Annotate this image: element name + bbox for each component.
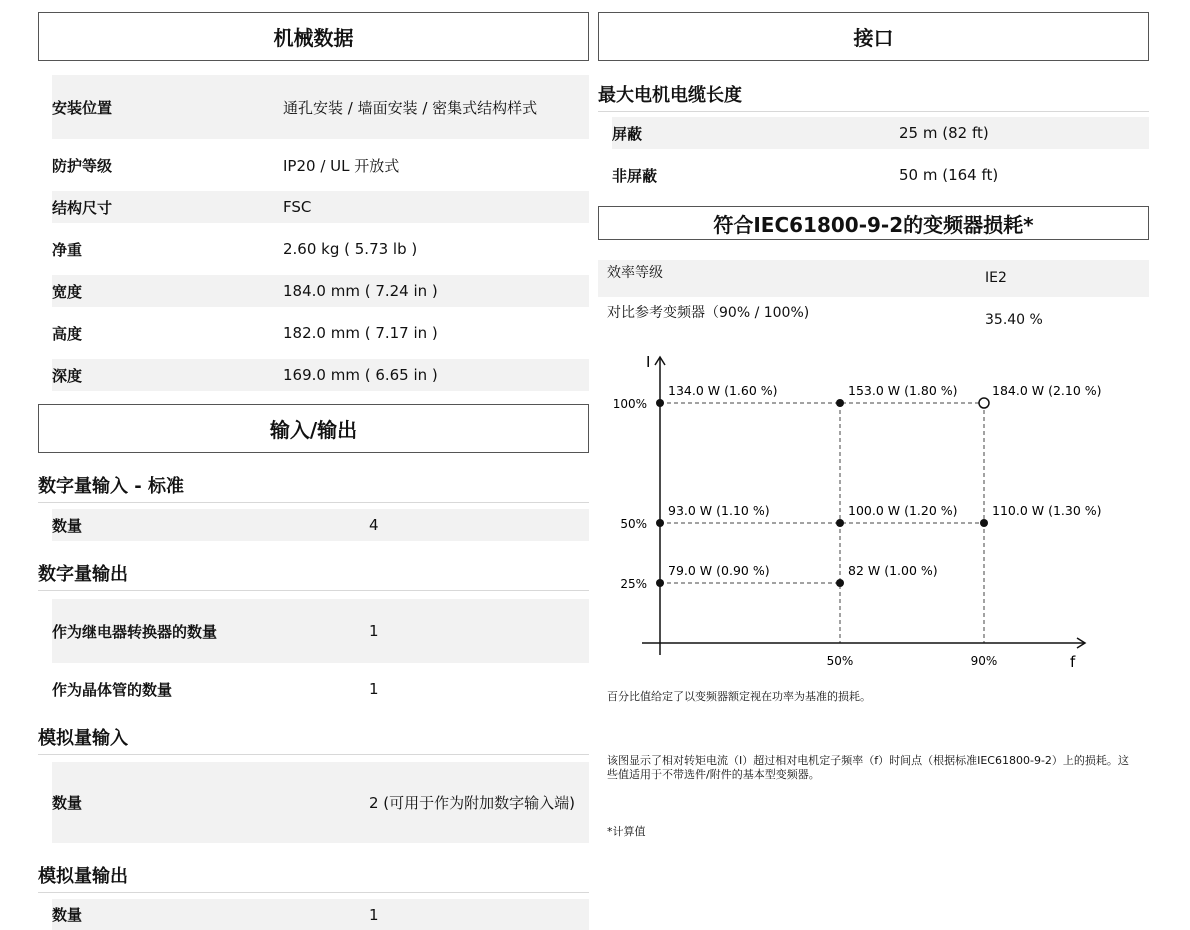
io-value: 1 [369,905,379,924]
data-point-label: 110.0 W (1.30 %) [992,503,1102,518]
losses-note-percent: 百分比值给定了以变频器额定视在功率为基准的损耗。 [607,690,871,703]
mech-label: 结构尺寸 [52,198,113,217]
data-point-label: 134.0 W (1.60 %) [668,383,778,398]
digital-input-section-title: 数字量输入 - 标准 [38,472,589,503]
cable-length-section-title: 最大电机电缆长度 [598,81,1149,112]
cable-shielded-row [612,117,1149,149]
cable-unshielded-row [612,159,1149,191]
analog-input-count-row [52,762,589,843]
io-value: 4 [369,516,379,534]
mech-row-frame-size [52,191,589,223]
losses-title: 符合IEC61800-9-2的变频器损耗* [713,212,1034,237]
mech-value: IP20 / UL 开放式 [283,156,400,175]
mech-row-width [52,275,589,307]
mechanical-data-title: 机械数据 [273,26,354,50]
io-label: 作为晶体管的数量 [52,680,173,699]
efficiency-class-row [598,260,1149,297]
losses-label: 对比参考变频器（90% / 100%) [607,305,810,321]
mech-value: 通孔安装 / 墙面安装 / 密集式结构样式 [283,98,538,117]
data-point-label: 100.0 W (1.20 %) [848,503,958,518]
mech-row-protection [52,145,589,185]
y-tick-label: 25% [620,577,647,591]
digital-output-relay-row [52,599,589,663]
mech-value: 169.0 mm ( 6.65 in ) [283,366,438,384]
losses-note-calculated: *计算值 [607,825,646,838]
io-label: 数量 [52,794,83,812]
io-title: 输入/输出 [269,418,358,442]
y-axis-label: I [646,353,651,371]
analog-output-section-title: 模拟量输出 [38,862,589,893]
mech-row-depth [52,359,589,391]
digital-output-transistor-row [52,673,589,705]
losses-label: 效率等级 [607,265,663,281]
cable-value: 25 m (82 ft) [899,124,989,142]
mech-label: 深度 [52,366,83,385]
losses-value: 35.40 % [985,312,1043,328]
digital-output-section-title: 数字量输出 [38,560,589,591]
loss-chart [598,345,1149,675]
mech-label: 高度 [52,324,83,343]
data-point [656,399,664,407]
mech-label: 防护等级 [52,156,113,175]
mech-value: 184.0 mm ( 7.24 in ) [283,282,438,300]
losses-header [598,206,1149,240]
data-point-label: 79.0 W (0.90 %) [668,563,770,578]
data-point-open [979,398,989,408]
cable-value: 50 m (164 ft) [899,166,999,184]
mech-label: 宽度 [52,282,83,301]
y-tick-label: 50% [620,517,647,531]
data-point [836,579,844,587]
io-label: 数量 [52,906,83,924]
data-point-label: 153.0 W (1.80 %) [848,383,958,398]
x-tick-label: 90% [970,654,998,668]
digital-input-count-row [52,509,589,541]
mech-row-net-weight [52,233,589,265]
io-label: 作为继电器转换器的数量 [52,622,218,641]
analog-input-section-title: 模拟量输入 [38,724,589,755]
x-tick-label: 50% [826,654,854,668]
mech-label: 净重 [52,240,83,259]
data-point [836,399,844,407]
data-point [980,519,988,527]
mech-label: 安装位置 [52,98,113,117]
x-axis-label: f [1070,653,1076,671]
mech-value: 182.0 mm ( 7.17 in ) [283,324,438,342]
analog-output-count-row [52,899,589,930]
interface-title: 接口 [853,26,894,50]
io-value: 1 [369,622,379,640]
y-tick-label: 100% [612,397,647,411]
mech-row-height [52,317,589,349]
data-point-label: 93.0 W (1.10 %) [668,503,770,518]
cable-label: 屏蔽 [612,124,643,143]
cable-label: 非屏蔽 [612,166,658,185]
io-header [38,404,589,453]
mech-value: 2.60 kg ( 5.73 lb ) [283,240,418,258]
io-label: 数量 [52,516,83,535]
data-point [656,579,664,587]
interface-header [598,12,1149,61]
reference-converter-row [598,302,1149,338]
data-point [836,519,844,527]
data-point-label: 82 W (1.00 %) [848,563,938,578]
losses-value: IE2 [985,270,1007,286]
data-point [656,519,664,527]
io-value: 1 [369,680,379,698]
mech-value: FSC [283,198,312,216]
io-value: 2 (可用于作为附加数字输入端) [369,794,576,812]
mech-row-mounting [52,75,589,139]
mechanical-data-header [38,12,589,61]
losses-note-chart: 该图显示了相对转矩电流（I）超过相对电机定子频率（f）时间点（根据标准IEC61800-9-2）上的损耗。这些值适用于不带选件/附件的基本型变频器。 [607,754,1129,781]
data-point-label: 184.0 W (2.10 %) [992,383,1102,398]
